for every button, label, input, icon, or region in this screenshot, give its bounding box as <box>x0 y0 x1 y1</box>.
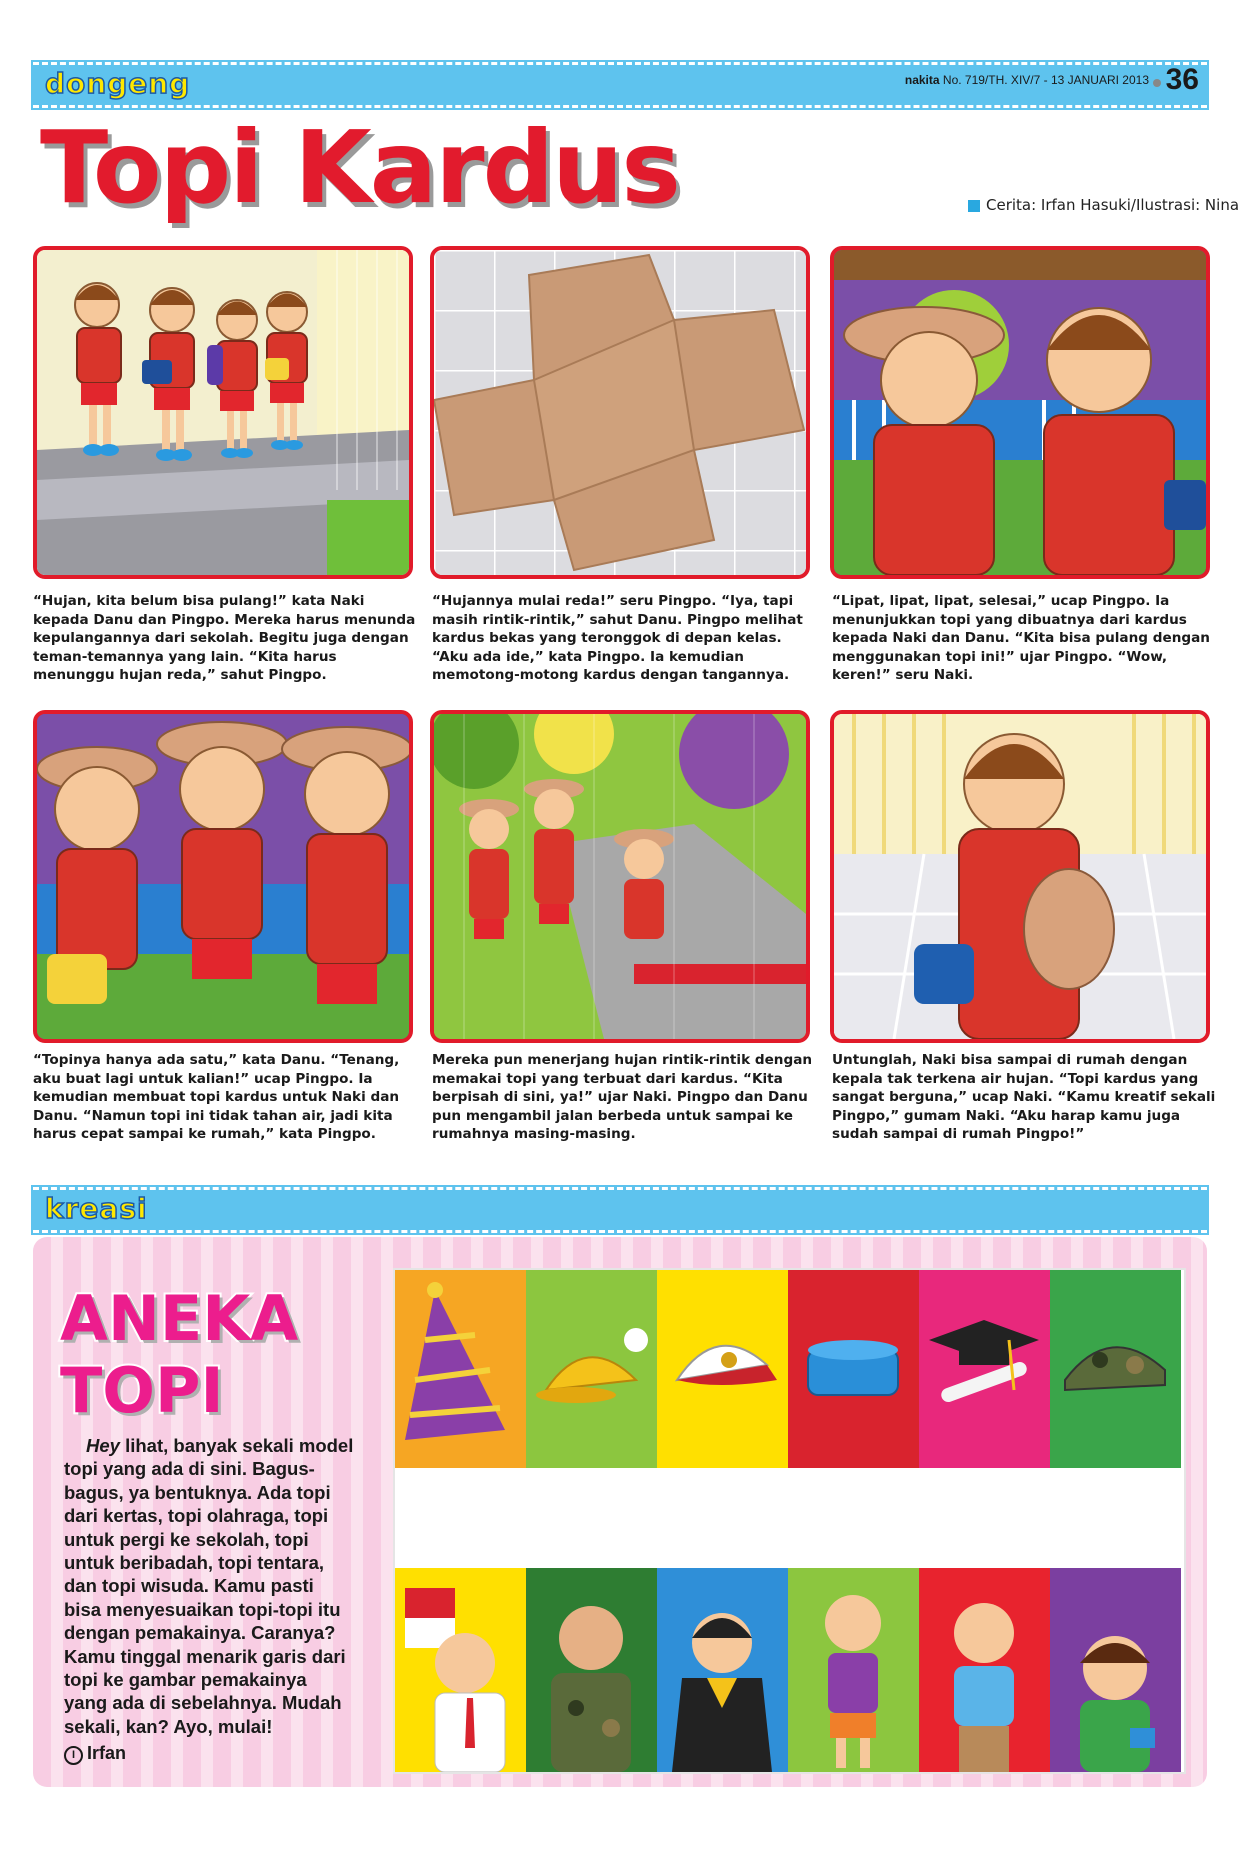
wearer-cell-student[interactable] <box>395 1568 526 1772</box>
comic-panel-5 <box>430 710 810 1043</box>
wearer-cell-soldier[interactable] <box>526 1568 657 1772</box>
panel-4-illustration <box>37 714 409 1039</box>
panel-5-illustration <box>434 714 806 1039</box>
panel-5-caption: Mereka pun menerjang hujan rintik-rintik dengan memakai topi yang terbuat dari kardus. “Kita berpisah di sini, ya!” ujar Naki. Pingpo dan Danu pun mengambil jalan berbeda untuk sampai ke rumahnya masing-masing. <box>432 1052 813 1143</box>
panel-6-caption: Untunglah, Naki bisa sampai di rumah dengan kepala tak terkena air hujan. “Topi kardus yang sangat berguna,” ucap Naki. “Kamu kreatif sekali Pingpo,” gumam Naki. “Aku harap kamu juga sudah sampai di rumah Pingpo!” <box>832 1052 1216 1143</box>
hat-cell-party-hat[interactable] <box>395 1270 526 1468</box>
magazine-name: nakita <box>904 73 940 87</box>
wearer-cell-girl[interactable] <box>1050 1568 1181 1772</box>
hat-cell-graduation-cap[interactable] <box>919 1270 1050 1468</box>
boy-praying-icon <box>919 1568 1050 1772</box>
panel-1-illustration <box>37 250 409 575</box>
kreasi-body-text: lihat, banyak sekali model topi yang ada di sini. Bagus-bagus, ya bentuknya. Ada topi dari kertas, topi olahraga, topi untuk pergi ke sekolah, topi untuk beribadah, topi tentara, dan topi wisuda. Kamu pasti bisa menyesuaikan topi-topi itu dengan pemakainya. Caranya? Kamu tinggal menarik garis dari topi ke gambar pemakainya yang ada di sebelahnya. Mudah sekali, kan? Ayo, mulai! <box>64 1435 354 1737</box>
issue-info <box>905 73 1149 87</box>
sports-cap-icon <box>526 1270 657 1468</box>
author-mark-icon: I <box>64 1746 83 1765</box>
kreasi-author <box>64 1743 126 1765</box>
story-credit <box>968 196 1239 214</box>
hat-cell-sports-cap[interactable] <box>526 1270 657 1468</box>
kreasi-header-bar <box>33 1187 1207 1233</box>
page-number: 36 <box>1165 63 1199 96</box>
square-bullet-icon <box>968 200 980 212</box>
section-header-bar <box>33 62 1207 108</box>
bullet-icon <box>1153 79 1161 87</box>
wearer-cell-boy[interactable] <box>788 1568 919 1772</box>
comic-panel-3 <box>830 246 1210 579</box>
school-cap-icon <box>657 1270 788 1468</box>
hat-cell-peci[interactable] <box>788 1270 919 1468</box>
comic-panel-6 <box>830 710 1210 1043</box>
panel-3-illustration <box>834 250 1206 575</box>
kreasi-body <box>64 1434 354 1738</box>
panel-2-illustration <box>434 250 806 575</box>
graduate-icon <box>657 1568 788 1772</box>
matching-strip <box>395 1470 1184 1566</box>
panel-4-caption: “Topinya hanya ada satu,” kata Danu. “Tenang, aku buat lagi untuk kalian!” ucap Pingpo. Ia kemudian membuat topi kardus untuk Naki dan Danu. “Namun topi ini tidak tahan air, jadi kita harus cepat sampai ke rumah,” kata Pingpo. <box>33 1052 400 1143</box>
author-name: Irfan <box>87 1743 127 1763</box>
panel-3-caption: “Lipat, lipat, lipat, selesai,” ucap Pingpo. Ia menunjukkan topi yang dibuatnya dari kardus kepada Naki dan Danu. “Kita bisa pulang dengan menggunakan topi ini!” ujar Pingpo. “Wow, keren!” seru Naki. <box>832 593 1210 684</box>
panel-2-caption: “Hujannya mulai reda!” seru Pingpo. “Iya, tapi masih rintik-rintik,” sahut Danu. Pingpo melihat kardus bekas yang teronggok di depan kelas. “Aku ada ide,” kata Pingpo. Ia kemudian memotong-motong kardus dengan tangannya. <box>432 593 803 684</box>
hat-matching-activity <box>393 1268 1186 1774</box>
girl-icon <box>1050 1568 1181 1772</box>
panel-6-illustration <box>834 714 1206 1039</box>
story-title: Topi Kardus <box>40 109 679 226</box>
credit-text: Cerita: Irfan Hasuki/Ilustrasi: Nina <box>986 196 1239 214</box>
wearer-cell-graduate[interactable] <box>657 1568 788 1772</box>
graduation-cap-icon <box>919 1270 1050 1468</box>
kreasi-title-line-2: TOPI <box>60 1354 224 1427</box>
student-saluting-icon <box>395 1568 526 1772</box>
wearer-cell-boy-praying[interactable] <box>919 1568 1050 1772</box>
panel-1-caption: “Hujan, kita belum bisa pulang!” kata Naki kepada Danu dan Pingpo. Mereka harus menunda kepulangannya dari sekolah. Begitu juga dengan teman-temannya yang lain. “Kita harus menunggu hujan reda,” sahut Pingpo. <box>33 593 416 684</box>
comic-panel-2 <box>430 246 810 579</box>
boy-icon <box>788 1568 919 1772</box>
kreasi-label: kreasi <box>45 1192 148 1225</box>
soldier-icon <box>526 1568 657 1772</box>
peci-icon <box>788 1270 919 1468</box>
party-hat-icon <box>395 1270 526 1468</box>
comic-panel-4 <box>33 710 413 1043</box>
kreasi-intro: Hey <box>86 1435 120 1456</box>
comic-panel-1 <box>33 246 413 579</box>
section-label: dongeng <box>45 67 191 100</box>
hat-cell-school-cap[interactable] <box>657 1270 788 1468</box>
kreasi-title-line-1: ANEKA <box>60 1282 299 1355</box>
hat-cell-army-cap[interactable] <box>1050 1270 1181 1468</box>
kreasi-title <box>60 1283 298 1427</box>
issue-number: No. 719/TH. XIV/7 - 13 JANUARI 2013 <box>942 73 1149 87</box>
army-cap-icon <box>1050 1270 1181 1468</box>
